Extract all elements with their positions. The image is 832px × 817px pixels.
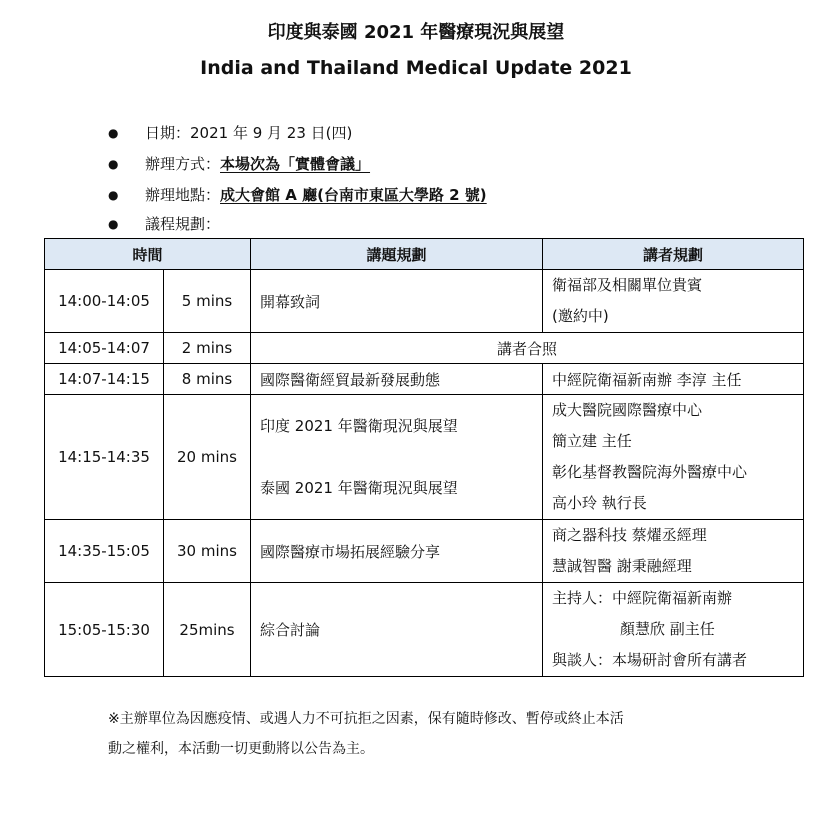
- bullet-icon: ●: [108, 217, 119, 231]
- info-value: 2021 年 9 月 23 日(四): [190, 124, 353, 142]
- page-title-english: India and Thailand Medical Update 2021: [200, 57, 632, 79]
- speaker-line: 顏慧欣 副主任: [620, 620, 715, 638]
- time-cell: 14:07-14:15: [45, 364, 164, 395]
- time-cell: 14:05-14:07: [45, 333, 164, 364]
- topic-cell: [251, 395, 543, 520]
- topic-line: 印度 2021 年醫衛現況與展望: [260, 416, 458, 435]
- bullet-icon: ●: [108, 126, 119, 140]
- speaker-cell: [543, 520, 804, 583]
- topic-cell: 開幕致詞: [251, 270, 543, 333]
- info-venue: [108, 183, 487, 207]
- topic-cell: 綜合討論: [251, 583, 543, 677]
- topic-line: 泰國 2021 年醫衛現況與展望: [260, 478, 458, 497]
- topic-cell: 國際醫衛經貿最新發展動態: [251, 364, 543, 395]
- speaker-line: 主持人：中經院衛福新南辦: [552, 589, 733, 607]
- table-row: [45, 364, 804, 395]
- speaker-line: 衛福部及相關單位貴賓: [552, 276, 703, 294]
- speaker-cell: [543, 270, 804, 333]
- speaker-cell: [543, 395, 804, 520]
- speaker-line: 簡立建 主任: [552, 432, 632, 450]
- duration-cell: 5 mins: [164, 270, 251, 333]
- bullet-icon: ●: [108, 157, 119, 171]
- speaker-line: 慧誠智醫 謝秉融經理: [552, 557, 692, 575]
- duration-cell: 25mins: [164, 583, 251, 677]
- merged-cell: 講者合照: [251, 333, 804, 364]
- speaker-cell: 中經院衛福新南辦 李淳 主任: [543, 364, 804, 395]
- info-label: 日期：: [145, 124, 191, 142]
- info-label: 議程規劃：: [145, 215, 221, 233]
- speaker-line: 商之器科技 蔡燿丞經理: [552, 526, 707, 544]
- disclaimer-line: 動之權利，本活動一切更動將以公告為主。: [108, 741, 374, 757]
- bullet-icon: ●: [108, 188, 119, 202]
- table-row: [45, 520, 804, 583]
- header-topic: 講題規劃: [251, 239, 543, 270]
- table-header-row: [45, 239, 804, 270]
- time-cell: 15:05-15:30: [45, 583, 164, 677]
- speaker-line: 成大醫院國際醫療中心: [552, 401, 703, 419]
- table-row: [45, 395, 804, 520]
- time-cell: 14:00-14:05: [45, 270, 164, 333]
- speaker-cell: [543, 583, 804, 677]
- speaker-line: 彰化基督教醫院海外醫療中心: [552, 463, 748, 481]
- disclaimer-line: ※主辦單位為因應疫情、或遇人力不可抗拒之因素，保有隨時修改、暫停或終止本活: [108, 711, 624, 727]
- page-title-chinese: 印度與泰國 2021 年醫療現況與展望: [267, 22, 565, 43]
- info-label: 辦理方式：: [145, 155, 221, 173]
- speaker-line: 高小玲 執行長: [552, 494, 647, 512]
- info-value: 成大會館 A 廳(台南市東區大學路 2 號): [220, 186, 487, 204]
- table-row: [45, 583, 804, 677]
- speaker-line: 與談人：本場研討會所有講者: [552, 651, 748, 669]
- table-row: [45, 333, 804, 364]
- duration-cell: 20 mins: [164, 395, 251, 520]
- agenda-table: [44, 238, 804, 677]
- topic-cell: 國際醫療市場拓展經驗分享: [251, 520, 543, 583]
- info-date: [108, 121, 352, 145]
- duration-cell: 8 mins: [164, 364, 251, 395]
- duration-cell: 2 mins: [164, 333, 251, 364]
- speaker-line: (邀約中): [552, 307, 609, 325]
- header-time: 時間: [45, 239, 251, 270]
- info-label: 辦理地點：: [145, 186, 221, 204]
- info-agenda: [108, 212, 220, 236]
- info-value: 本場次為「實體會議」: [220, 155, 371, 173]
- info-format: [108, 152, 370, 176]
- duration-cell: 30 mins: [164, 520, 251, 583]
- time-cell: 14:35-15:05: [45, 520, 164, 583]
- header-speaker: 講者規劃: [543, 239, 804, 270]
- time-cell: 14:15-14:35: [45, 395, 164, 520]
- table-row: [45, 270, 804, 333]
